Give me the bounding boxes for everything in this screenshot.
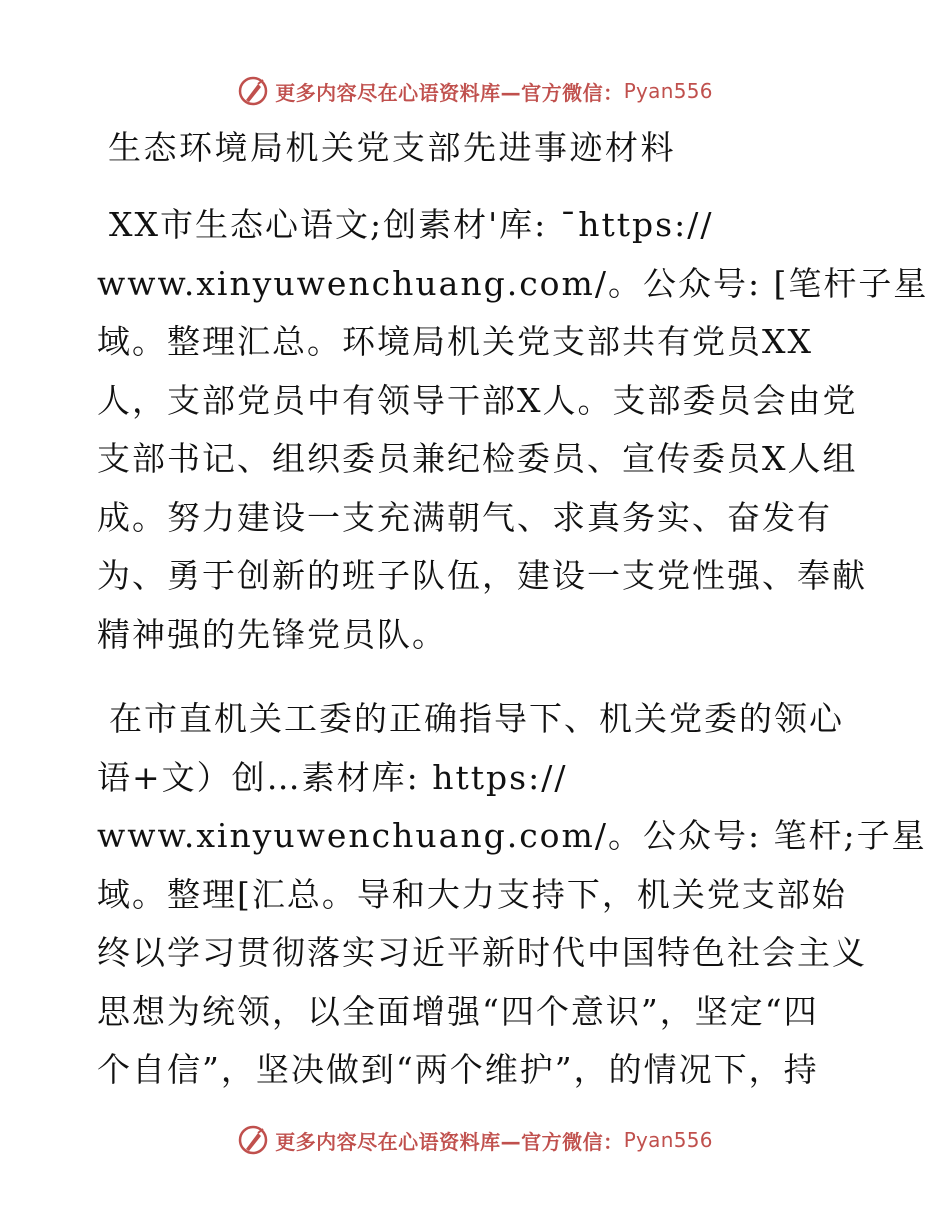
paragraph-1-line: 成。努力建设一支充满朝气、求真务实、奋发有 <box>97 497 832 537</box>
banner-text: 更多内容尽在心语资料库—官方微信： <box>275 1129 624 1154</box>
header-banner <box>0 71 950 111</box>
paragraph-1-line: www.xinyuwenchuang.com/。公众号: [笔杆子星 <box>97 263 929 303</box>
banner-text: 更多内容尽在心语资料库—官方微信： <box>275 80 624 105</box>
paragraph-2-line: 域。整理[汇总。导和大力支持下，机关党支部始 <box>97 874 847 914</box>
paragraph-spacer <box>97 664 857 690</box>
paragraph-1-line: 支部书记、组织委员兼纪检委员、宣传委员X人组 <box>97 439 858 478</box>
paragraph-2-line: 个自信”，坚决做到“两个维护”，的情况下，持 <box>97 1050 819 1089</box>
banner-handle: Pyan556 <box>623 1128 713 1152</box>
quill-logo-icon <box>237 75 269 107</box>
paragraph-1-line: 为、勇于创新的班子队伍，建设一支党性强、奉献 <box>97 556 867 595</box>
quill-logo-icon <box>237 1124 269 1156</box>
paragraph-2-line: 语+文）创…素材库: https:// <box>97 757 568 797</box>
paragraph-2-line: 思想为统领，以全面增强“四个意识”，坚定“四 <box>97 991 819 1031</box>
document-body <box>97 196 929 1100</box>
paragraph-2-line: www.xinyuwenchuang.com/。公众号: 笔杆;子星 <box>97 816 927 855</box>
footer-banner <box>0 1120 950 1160</box>
paragraph-1-line: 精神强的先锋党员队。 <box>97 614 447 654</box>
paragraph-2-line: 在市直机关工委的正确指导下、机关党委的领心 <box>109 699 844 738</box>
paragraph-1-line: XX市生态心语文;创素材'库: ¯https:// <box>109 205 714 244</box>
document-title: 生态环境局机关党支部先进事迹材料 <box>108 128 676 167</box>
paragraph-2-line: 终以学习贯彻落实习近平新时代中国特色社会主义 <box>97 933 867 972</box>
banner-handle: Pyan556 <box>623 79 713 103</box>
paragraph-1-line: 人，支部党员中有领导干部X人。支部委员会由党 <box>97 380 858 420</box>
paragraph-1-line: 域。整理汇总。环境局机关党支部共有党员XX <box>97 322 813 361</box>
